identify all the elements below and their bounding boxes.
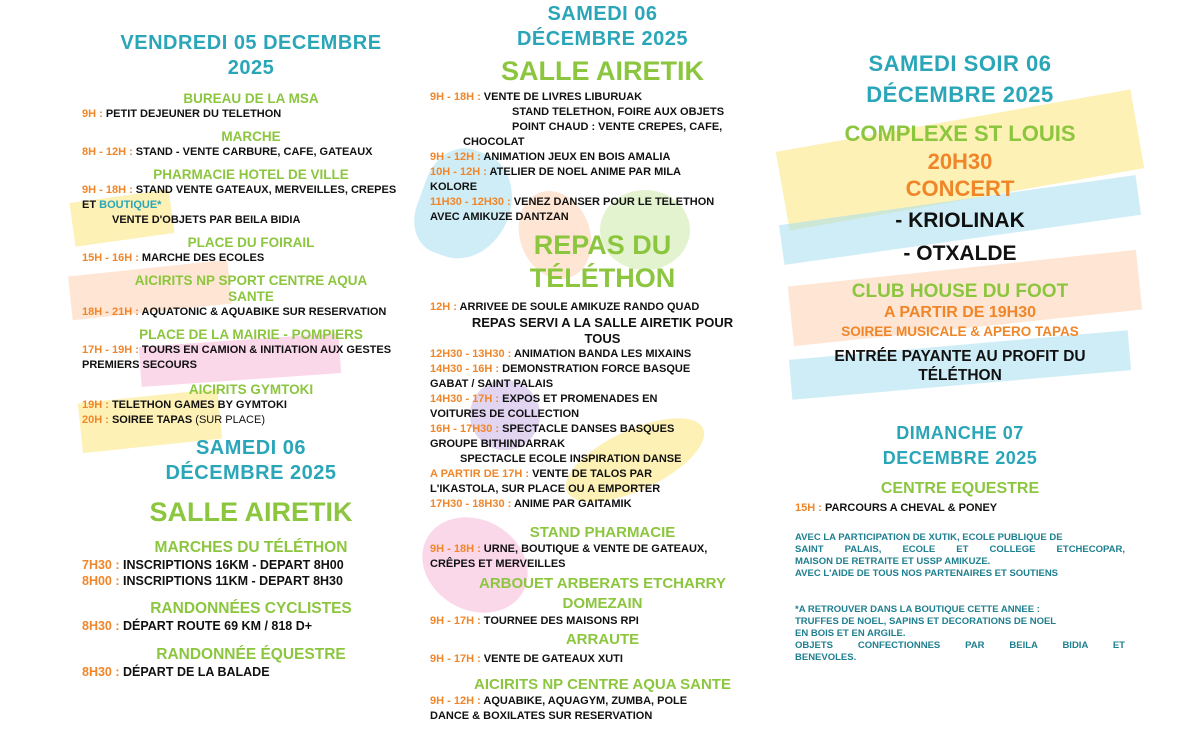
schedule-line: 12H30 - 13H30 : ANIMATION BANDA LES MIXAINS (430, 348, 692, 360)
schedule-line: CRÊPES ET MERVEILLES (430, 558, 566, 570)
schedule-line: ET BOUTIQUE* (82, 199, 162, 211)
schedule-line: 15H : PARCOURS A CHEVAL & PONEY (795, 502, 998, 514)
venue-title: AICIRITS GYMTOKI (188, 382, 314, 397)
event-block (430, 574, 775, 629)
venue-title: ARBOUET ARBERATS ETCHARRY DOMEZAIN (479, 575, 726, 612)
column-evening-sunday (795, 0, 1125, 664)
venue-title: CLUB HOUSE DU FOOT (851, 281, 1069, 302)
venue-title: PHARMACIE HOTEL DE VILLE (153, 167, 349, 182)
event-type: CONCERT (905, 176, 1015, 201)
event-block (82, 273, 420, 320)
event-block (430, 631, 775, 667)
venue-title-large: SALLE AIRETIK (149, 497, 353, 527)
schedule-line: A PARTIR DE 17H : VENTE DE TALOS PAR (430, 468, 653, 480)
venue-title: MARCHES DU TÉLÉTHON (154, 539, 348, 556)
event-block (82, 235, 420, 266)
schedule-line: VENTE D'OBJETS PAR BEILA BIDIA (112, 214, 301, 226)
day-title: SAMEDI SOIR 06 DÉCEMBRE 2025 (866, 51, 1054, 107)
schedule-line: GABAT / SAINT PALAIS (430, 378, 554, 390)
schedule-line: POINT CHAUD : VENTE CREPES, CAFE, (512, 121, 723, 133)
venue-title-large: COMPLEXE ST LOUIS (844, 121, 1076, 146)
schedule-line: 17H30 - 18H30 : ANIME PAR GAITAMIK (430, 498, 632, 510)
schedule-line: 18H - 21H : AQUATONIC & AQUABIKE SUR RESERVATION (82, 306, 387, 318)
event-subtitle: SOIREE MUSICALE & APERO TAPAS (841, 324, 1079, 339)
event-block (430, 676, 775, 724)
column-saturday (430, 0, 775, 724)
venue-title: PLACE DU FOIRAIL (187, 235, 315, 250)
entry-note: ENTRÉE PAYANTE AU PROFIT DU TÉLÉTHON (834, 348, 1086, 384)
schedule-line: 15H - 16H : MARCHE DES ECOLES (82, 252, 265, 264)
schedule-line: TOUS (584, 331, 621, 346)
schedule-line: DANCE & BOXILATES SUR RESERVATION (430, 710, 653, 722)
venue-title: RANDONNÉE ÉQUESTRE (156, 646, 346, 663)
schedule-line: 8H30 : DÉPART ROUTE 69 KM / 818 D+ (82, 619, 313, 633)
venue-title: MARCHE (221, 129, 281, 144)
schedule-line: 10H - 12H : ATELIER DE NOEL ANIME PAR MILA (430, 166, 681, 178)
day-title: SAMEDI 06 DÉCEMBRE 2025 (165, 437, 337, 484)
schedule-line: 9H - 17H : VENTE DE GATEAUX XUTI (430, 653, 623, 665)
venue-title: ARRAUTE (565, 631, 640, 648)
schedule-line: 9H - 18H : URNE, BOUTIQUE & VENTE DE GATEAUX, (430, 543, 708, 555)
event-block (82, 327, 420, 373)
event-block (82, 599, 420, 634)
schedule-line: STAND TELETHON, FOIRE AUX OBJETS (512, 106, 725, 118)
venue-title: AICIRITS NP CENTRE AQUA SANTE (474, 676, 731, 693)
venue-title: BUREAU DE LA MSA (183, 91, 319, 106)
event-block (82, 167, 420, 228)
schedule-line: 9H - 12H : ANIMATION JEUX EN BOIS AMALIA (430, 151, 671, 163)
event-block (82, 645, 420, 680)
venue-title: AICIRITS NP SPORT CENTRE AQUA SANTE (134, 273, 368, 304)
day-title: DIMANCHE 07 DECEMBRE 2025 (882, 423, 1038, 468)
band-name: - KRIOLINAK (895, 209, 1025, 232)
schedule-line: 8H30 : DÉPART DE LA BALADE (82, 665, 270, 679)
venue-title-large: SALLE AIRETIK (500, 56, 704, 86)
schedule-line: 8H - 12H : STAND - VENTE CARBURE, CAFE, GATEAUX (82, 146, 373, 158)
schedule-line: GROUPE BITHINDARRAK (430, 438, 566, 450)
day-title: SAMEDI 06 DÉCEMBRE 2025 (516, 3, 688, 50)
schedule-line: SPECTACLE ECOLE INSPIRATION DANSE (460, 453, 682, 465)
schedule-line: VOITURES DE COLLECTION (430, 408, 580, 420)
schedule-list (430, 300, 775, 512)
schedule-line: 11H30 - 12H30 : VENEZ DANSER POUR LE TELETHON (430, 196, 715, 208)
schedule-line: 9H - 12H : AQUABIKE, AQUAGYM, ZUMBA, POLE (430, 695, 688, 707)
venue-title: CENTRE EQUESTRE (880, 480, 1040, 497)
event-block (82, 382, 420, 428)
event-time: A PARTIR DE 19H30 (883, 304, 1037, 321)
event-block (82, 91, 420, 122)
schedule-line: 9H - 17H : TOURNEE DES MAISONS RPI (430, 615, 639, 627)
participation-note: AVEC LA PARTICIPATION DE XUTIK, ECOLE PUBLIQUE DE SAINT PALAIS, ECOLE ET COLLEGE ETCHECOPAR, MAISON DE RETRAITE ET USSP AMIKUZE. AVEC L'AIDE DE TOUS NOS PARTENAIRES ET SOUTIENS (795, 532, 1125, 579)
schedule-line: 9H : PETIT DEJEUNER DU TELETHON (82, 108, 282, 120)
band-name: - OTXALDE (903, 242, 1017, 265)
schedule-line: 14H30 - 17H : EXPOS ET PROMENADES EN (430, 393, 658, 405)
venue-title: RANDONNÉES CYCLISTES (150, 600, 352, 617)
event-block (82, 129, 420, 160)
schedule-line: CHOCOLAT (463, 136, 525, 148)
schedule-line: L'IKASTOLA, SUR PLACE OU A EMPORTER (430, 483, 661, 495)
schedule-line: KOLORE (430, 181, 478, 193)
event-block (82, 538, 420, 589)
schedule-line: 14H30 - 16H : DEMONSTRATION FORCE BASQUE (430, 363, 691, 375)
boutique-note: *A RETROUVER DANS LA BOUTIQUE CETTE ANNEE : TRUFFES DE NOEL, SAPINS ET DECORATIONS DE NOEL EN BOIS ET EN ARGILE. OBJETS CONFECTIONNES PAR BEILA BIDIA ET BENEVOLES. (795, 604, 1125, 663)
column-friday (82, 0, 420, 680)
venue-title: STAND PHARMACIE (529, 524, 676, 541)
event-time: 20H30 (927, 149, 993, 174)
day-title: VENDREDI 05 DECEMBRE 2025 (120, 32, 382, 79)
schedule-line: 7H30 : INSCRIPTIONS 16KM - DEPART 8H00 (82, 558, 344, 572)
schedule-line: 17H - 19H : TOURS EN CAMION & INITIATION AUX GESTES (82, 344, 392, 356)
schedule-line: AVEC AMIKUZE DANTZAN (430, 211, 569, 223)
schedule-line: 16H - 17H30 : SPECTACLE DANSES BASQUES (430, 423, 675, 435)
schedule-line: 8H00 : INSCRIPTIONS 11KM - DEPART 8H30 (82, 574, 343, 588)
schedule-line: 12H : ARRIVEE DE SOULE AMIKUZE RANDO QUAD (430, 301, 700, 313)
schedule-line: REPAS SERVI A LA SALLE AIRETIK POUR (471, 315, 734, 330)
schedule-line: 9H - 18H : STAND VENTE GATEAUX, MERVEILLES, CREPES (82, 184, 397, 196)
schedule-line: 20H : SOIREE TAPAS (SUR PLACE) (82, 414, 265, 426)
schedule-line: 19H : TELETHON GAMES BY GYMTOKI (82, 399, 287, 411)
venue-title-large: REPAS DU TÉLÉTHON (529, 230, 676, 293)
schedule-line: 9H - 18H : VENTE DE LIVRES LIBURUAK (430, 91, 643, 103)
venue-title: PLACE DE LA MAIRIE - POMPIERS (139, 327, 363, 342)
event-block (430, 524, 775, 572)
schedule-list (430, 90, 775, 225)
schedule-line: PREMIERS SECOURS (82, 359, 197, 371)
